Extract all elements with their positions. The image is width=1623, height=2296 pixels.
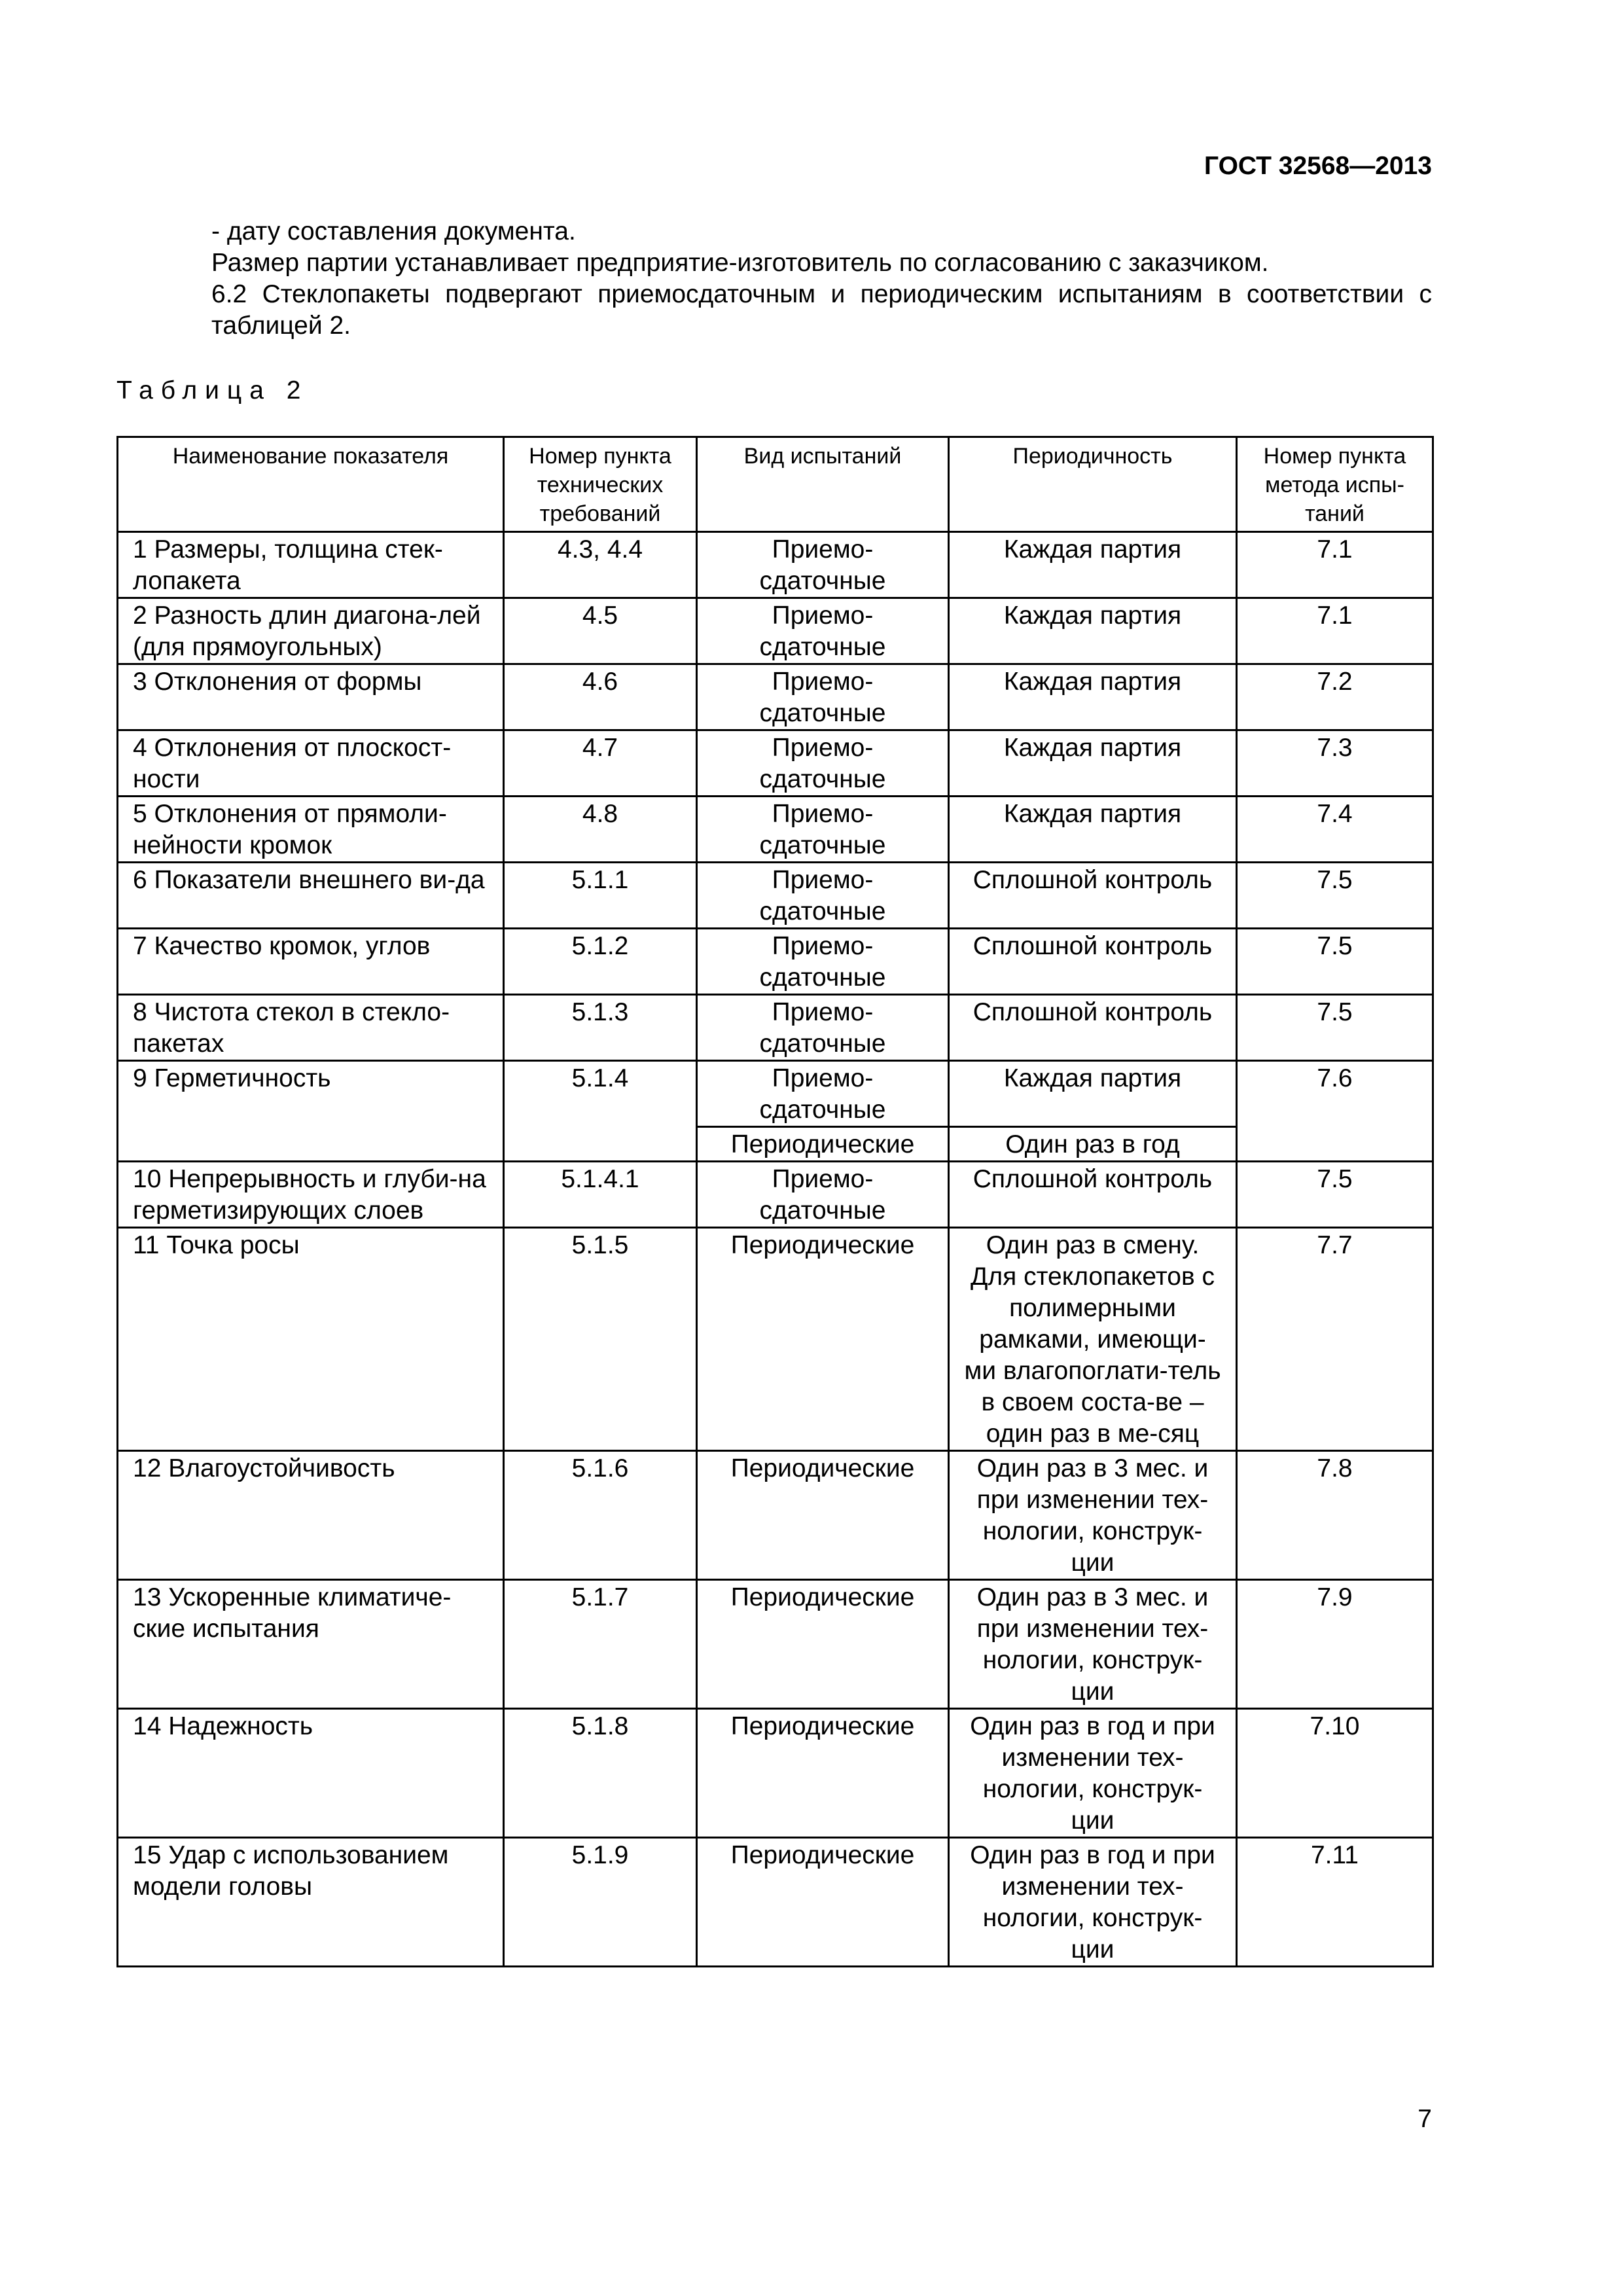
table-cell: 4.3, 4.4 — [504, 532, 697, 598]
table-row — [118, 1162, 1433, 1228]
table-cell: Приемо-сдаточные — [697, 797, 949, 863]
table-cell: Приемо-сдаточные — [697, 929, 949, 995]
table-cell: Каждая партия — [949, 730, 1237, 797]
row9-test-b: Периодические — [697, 1127, 949, 1162]
table-cell: Периодические — [697, 1580, 949, 1709]
header-cell: Наименование показателя — [118, 437, 504, 532]
table-cell: 7.4 — [1237, 797, 1433, 863]
table-cell: Один раз в 3 мес. и при изменении тех-нологии, конструк-ции — [949, 1451, 1237, 1580]
table-cell: Один раз в смену. Для стеклопакетов с полимерными рамками, имеющи-ми влагопоглати-тель в своем соста-ве – один раз в ме-сяц — [949, 1228, 1237, 1451]
table-row — [118, 1228, 1433, 1451]
header-cell: Номер пункта технических требований — [504, 437, 697, 532]
paragraph-2: Размер партии устанавливает предприятие-изготовитель по согласованию с заказчиком. — [211, 249, 1269, 277]
table-cell: Сплошной контроль — [949, 863, 1237, 929]
table-cell: Периодические — [697, 1709, 949, 1838]
table-cell: Каждая партия — [949, 598, 1237, 664]
table-cell: Один раз в 3 мес. и при изменении тех-нологии, конструк-ции — [949, 1580, 1237, 1709]
table-cell: Каждая партия — [949, 797, 1237, 863]
header-cell: Номер пункта метода испы-таний — [1237, 437, 1433, 532]
table-cell: 15 Удар с использованием модели головы — [118, 1838, 504, 1967]
table-row — [118, 1580, 1433, 1709]
table-cell: 5.1.9 — [504, 1838, 697, 1967]
table-cell: 7.10 — [1237, 1709, 1433, 1838]
table-row — [118, 1451, 1433, 1580]
table-row — [118, 929, 1433, 995]
table-cell: 1 Размеры, толщина стек-лопакета — [118, 532, 504, 598]
table-cell: Один раз в год и при изменении тех-нологии, конструк-ции — [949, 1838, 1237, 1967]
page-number: 7 — [1418, 2105, 1432, 2133]
row9-method: 7.6 — [1237, 1061, 1433, 1162]
table-cell: Приемо-сдаточные — [697, 730, 949, 797]
table-cell: 7.5 — [1237, 1162, 1433, 1228]
table-cell: Приемо-сдаточные — [697, 995, 949, 1061]
table-cell: Каждая партия — [949, 532, 1237, 598]
table-cell: 11 Точка росы — [118, 1228, 504, 1451]
table-cell: 2 Разность длин диагона-лей (для прямоугольных) — [118, 598, 504, 664]
table-cell: 5.1.1 — [504, 863, 697, 929]
table-cell: Периодические — [697, 1228, 949, 1451]
row9-period-b: Один раз в год — [949, 1127, 1237, 1162]
table-cell: 5.1.7 — [504, 1580, 697, 1709]
table-cell: Приемо-сдаточные — [697, 532, 949, 598]
table-cell: 5.1.6 — [504, 1451, 697, 1580]
table-cell: 7.7 — [1237, 1228, 1433, 1451]
paragraph-3: 6.2 Стеклопакеты подвергают приемосдаточным и периодическим испытаниям в соответствии с таблицей 2. — [211, 280, 1432, 340]
table-cell: Периодические — [697, 1838, 949, 1967]
table-cell: 7.11 — [1237, 1838, 1433, 1967]
table-cell: 7.2 — [1237, 664, 1433, 730]
table-cell: 5.1.2 — [504, 929, 697, 995]
table-row — [118, 863, 1433, 929]
table-body — [118, 532, 1433, 1967]
table-cell: 14 Надежность — [118, 1709, 504, 1838]
spec-table — [116, 436, 1434, 1967]
table-cell: Приемо-сдаточные — [697, 863, 949, 929]
table-cell: 5.1.3 — [504, 995, 697, 1061]
table-cell: 6 Показатели внешнего ви-да — [118, 863, 504, 929]
document-header: ГОСТ 32568—2013 — [1204, 152, 1432, 180]
table-cell: 7.5 — [1237, 929, 1433, 995]
table-row — [118, 797, 1433, 863]
table-cell: Один раз в год и при изменении тех-нологии, конструк-ции — [949, 1709, 1237, 1838]
table-cell: 8 Чистота стекол в стекло-пакетах — [118, 995, 504, 1061]
table-cell: 4.5 — [504, 598, 697, 664]
row9-name: 9 Герметичность — [118, 1061, 504, 1162]
table-cell: 4.8 — [504, 797, 697, 863]
table-cell: Сплошной контроль — [949, 1162, 1237, 1228]
table-cell: 7.5 — [1237, 995, 1433, 1061]
table-caption: Таблица 2 — [116, 376, 309, 404]
table-row — [118, 664, 1433, 730]
header-cell: Вид испытаний — [697, 437, 949, 532]
table-row — [118, 1709, 1433, 1838]
header-cell: Периодичность — [949, 437, 1237, 532]
table-cell: 7.5 — [1237, 863, 1433, 929]
row9-test-a: Приемо-сдаточные — [697, 1061, 949, 1127]
table-row — [118, 730, 1433, 797]
table-cell: 7.8 — [1237, 1451, 1433, 1580]
table-row — [118, 532, 1433, 598]
table-cell: Приемо-сдаточные — [697, 664, 949, 730]
table-cell: 4 Отклонения от плоскост-ности — [118, 730, 504, 797]
table-header-row — [118, 437, 1433, 532]
table-cell: 12 Влагоустойчивость — [118, 1451, 504, 1580]
table-cell: Каждая партия — [949, 664, 1237, 730]
table-cell: Приемо-сдаточные — [697, 1162, 949, 1228]
table-cell: 7.1 — [1237, 532, 1433, 598]
table-row — [118, 598, 1433, 664]
table-cell: Приемо-сдаточные — [697, 598, 949, 664]
table-cell: 7.3 — [1237, 730, 1433, 797]
table-cell: 7.9 — [1237, 1580, 1433, 1709]
table-cell: Сплошной контроль — [949, 995, 1237, 1061]
table-cell: Сплошной контроль — [949, 929, 1237, 995]
table-cell: 5.1.5 — [504, 1228, 697, 1451]
table-cell: 5 Отклонения от прямоли-нейности кромок — [118, 797, 504, 863]
table-cell: 7.1 — [1237, 598, 1433, 664]
table-row-9a — [118, 1061, 1433, 1127]
body-text — [116, 216, 1432, 342]
table-cell: 10 Непрерывность и глуби-на герметизирующих слоев — [118, 1162, 504, 1228]
table-cell: 3 Отклонения от формы — [118, 664, 504, 730]
table-row — [118, 1838, 1433, 1967]
table-cell: Периодические — [697, 1451, 949, 1580]
table-cell: 4.7 — [504, 730, 697, 797]
row9-period-a: Каждая партия — [949, 1061, 1237, 1127]
table-cell: 5.1.8 — [504, 1709, 697, 1838]
row9-clause: 5.1.4 — [504, 1061, 697, 1162]
table-cell: 13 Ускоренные климатиче-ские испытания — [118, 1580, 504, 1709]
paragraph-1: - дату составления документа. — [211, 217, 576, 245]
table-cell: 4.6 — [504, 664, 697, 730]
table-cell: 7 Качество кромок, углов — [118, 929, 504, 995]
table-row — [118, 995, 1433, 1061]
table-cell: 5.1.4.1 — [504, 1162, 697, 1228]
